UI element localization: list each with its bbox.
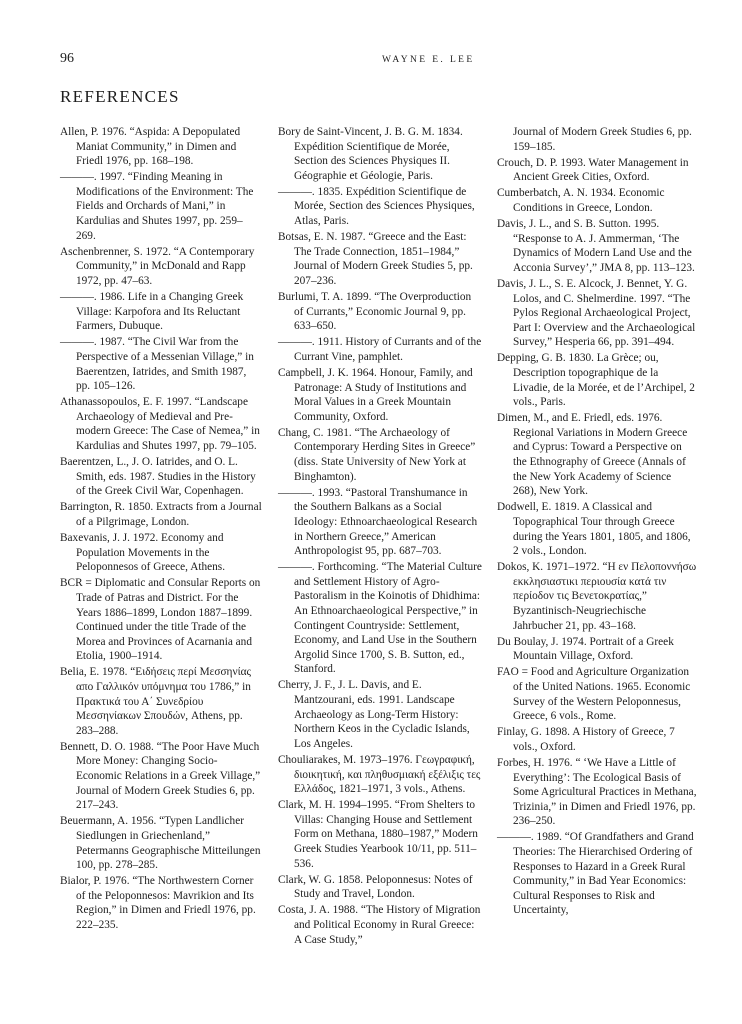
reference-entry: Allen, P. 1976. “Aspida: A Depopulated Maniat Community,” in Dimen and Friedl 1976, pp. 168–198.: [60, 126, 241, 168]
references-column-3: [497, 125, 697, 919]
reference-entry: Du Boulay, J. 1974. Portrait of a Greek Mountain Village, Oxford.: [497, 635, 674, 663]
reference-entry: Davis, J. L., and S. B. Sutton. 1995. “Response to A. J. Ammerman, ‘The Dynamics of Modern Land Use and the Acconia Survey’,” JMA 8, pp. 113–123.: [497, 218, 695, 274]
running-head: WAYNE E. LEE: [382, 55, 475, 65]
reference-entry: ———. 1911. History of Currants and of the Currant Vine, pamphlet.: [278, 336, 482, 363]
references-column-1: [60, 125, 262, 934]
reference-entry-continued: Journal of Modern Greek Studies 6, pp. 159–185.: [513, 126, 692, 153]
reference-entry: ———. 1993. “Pastoral Transhumance in the Southern Balkans as a Social Ideology: Ethnoarchaeological Research in Northern Greece,” American Anthropologist 95, pp. 687–703.: [278, 486, 478, 558]
section-title: REFERENCES: [60, 87, 180, 106]
page-number: 96: [60, 51, 74, 66]
reference-entry: BCR = Diplomatic and Consular Reports on Trade of Patras and District. For the Years 1886–1899, London 1887–1899. Continued under the title Trade of the Morea and Provinces of Acarnania and Etolia, 1900–1914.: [60, 577, 261, 663]
reference-entry: Dimen, M., and E. Friedl, eds. 1976. Regional Variations in Modern Greece and Cyprus: Toward a Perspective on the Ethnography of Greece (Annals of the New York Academy of Science 268), New York.: [497, 412, 688, 498]
reference-entry: Baerentzen, L., J. O. Iatrides, and O. L. Smith, eds. 1987. Studies in the History of the Greek Civil War, Copenhagen.: [60, 456, 256, 498]
reference-entry: Athanassopoulos, E. F. 1997. “Landscape Archaeology of Medieval and Pre-modern Greece: The Case of Nemea,” in Kardulias and Shutes 1997, pp. 79–105.: [60, 396, 260, 452]
reference-entry: Crouch, D. P. 1993. Water Management in Ancient Greek Cities, Oxford.: [497, 156, 689, 184]
reference-entry: Costa, J. A. 1988. “The History of Migration and Political Economy in Rural Greece: A Case Study,”: [278, 904, 481, 946]
reference-entry: Bennett, D. O. 1988. “The Poor Have Much More Money: Changing Socio-Economic Relations in a Greek Village,” Journal of Modern Greek Studies 6, pp. 217–243.: [60, 740, 261, 812]
reference-entry: Baxevanis, J. J. 1972. Economy and Population Movements in the Peloponnesos of Greece, Athens.: [60, 532, 226, 574]
reference-entry: Dodwell, E. 1819. A Classical and Topographical Tour through Greece during the Years 1801, 1805, and 1806, 2 vols., London.: [497, 501, 691, 558]
reference-entry: Campbell, J. K. 1964. Honour, Family, and Patronage: A Study of Institutions and Moral Values in a Greek Mountain Community, Oxford.: [278, 367, 473, 423]
reference-entry: FAO = Food and Agriculture Organization of the United Nations. 1965. Economic Survey of the Western Peloponnesus, Greece, 6 vols., Rome.: [497, 666, 691, 723]
reference-entry: Barrington, R. 1850. Extracts from a Journal of a Pilgrimage, London.: [60, 501, 262, 528]
reference-entry: Burlumi, T. A. 1899. “The Overproduction of Currants,” Economic Journal 9, pp. 633–650.: [278, 291, 472, 333]
reference-entry: Clark, M. H. 1994–1995. “From Shelters to Villas: Changing House and Settlement Form on Methana, 1880–1987,” Modern Greek Studies Yearbook 10/11, pp. 511–536.: [278, 799, 478, 870]
reference-entry: ———. 1987. “The Civil War from the Perspective of a Messenian Village,” in Baerentzen, Iatrides, and Smith 1987, pp. 105–126.: [60, 336, 254, 393]
reference-entry: Depping, G. B. 1830. La Grèce; ou, Description topographique de la Livadie, de la Morée, et de l’Archipel, 2 vols., Paris.: [497, 352, 695, 409]
reference-entry: Dokos, K. 1971–1972. “Η εν Πελοποννήσω εκκλησιαστικι περιουσία κατά τιν περίοδον τις Βενετοκρατίας,” Byzantinisch-Neugriechische Jahrbucher 21, pp. 43–168.: [497, 561, 697, 632]
reference-entry: Botsas, E. N. 1987. “Greece and the East: The Trade Connection, 1851–1984,” Journal of Modern Greek Studies 5, pp. 207–236.: [278, 231, 473, 287]
reference-entry: ———. 1986. Life in a Changing Greek Village: Karpofora and Its Reluctant Farmers, Dubuque.: [60, 291, 244, 333]
reference-entry: Cumberbatch, A. N. 1934. Economic Conditions in Greece, London.: [497, 187, 665, 214]
reference-entry: Beuermann, A. 1956. “Typen Landlicher Siedlungen in Griechenland,” Petermanns Geographische Mitteilungen 100, pp. 278–285.: [60, 815, 261, 872]
reference-entry: Chouliarakes, M. 1973–1976. Γεωγραφική, διοικητική, και πληθυσμιακή εξέλιξις τες Ελλάδος, 1821–1971, 3 vols., Athens.: [278, 753, 481, 796]
reference-entry: Finlay, G. 1898. A History of Greece, 7 vols., Oxford.: [497, 726, 675, 753]
references-column-2: [278, 125, 482, 949]
reference-entry: Bory de Saint-Vincent, J. B. G. M. 1834. Expédition Scientifique de Morée, Section des Sciences Physiques II. Géographie et Géologie, Paris.: [278, 126, 463, 182]
reference-entry: Chang, C. 1981. “The Archaeology of Contemporary Herding Sites in Greece” (diss. State University of New York at Binghamton).: [278, 426, 476, 483]
reference-entry: Cherry, J. F., J. L. Davis, and E. Mantzourani, eds. 1991. Landscape Archaeology as Long-Term History: Northern Keos in the Cycladic Islands, Los Angeles.: [278, 679, 470, 750]
reference-entry: Clark, W. G. 1858. Peloponnesus: Notes of Study and Travel, London.: [278, 873, 473, 901]
reference-entry: Belia, E. 1978. “Ειδήσεις περί Μεσσηνίας απο Γαλλικόν υπόμνημα του 1786,” in Πρακτικά του Α΄ Συνεδρίου Μεσσηνίακων Σπουδών, Athens, pp. 283–288.: [60, 666, 251, 737]
reference-entry: Davis, J. L., S. E. Alcock, J. Bennet, Y. G. Lolos, and C. Shelmerdine. 1997. “The Pylos Regional Archaeological Project, Part I: Overview and the Archaeological Survey,” Hesperia 66, pp. 391–494.: [497, 277, 696, 349]
reference-entry: Aschenbrenner, S. 1972. “A Contemporary Community,” in McDonald and Rapp 1972, pp. 47–63.: [60, 245, 255, 287]
reference-entry: Forbes, H. 1976. “ ‘We Have a Little of Everything’: The Ecological Basis of Some Agricultural Practices in Methana, Trizinia,” in Dimen and Friedl 1976, pp. 236–250.: [497, 756, 697, 828]
reference-entry: ———. 1997. “Finding Meaning in Modifications of the Environment: The Fields and Orchards of Mani,” in Kardulias and Shutes 1997, pp. 259–269.: [60, 171, 254, 242]
reference-entry: Bialor, P. 1976. “The Northwestern Corner of the Peloponnesos: Mavrikion and Its Region,” in Dimen and Friedl 1976, pp. 222–235.: [60, 875, 256, 931]
reference-entry: ———. 1835. Expédition Scientifique de Morée, Section des Sciences Physiques, Atlas, Paris.: [278, 185, 475, 228]
reference-entry: ———. Forthcoming. “The Material Culture and Settlement History of Agro-Pastoralism in the Koinotis of Dhidhima: An Ethnoarchaeological Perspective,” in Contingent Countryside: Settlement, Economy, and Land Use in the Southern Argolid Since 1700, S. B. Sutton, ed., Stanford.: [278, 561, 482, 676]
reference-entry: ———. 1989. “Of Grandfathers and Grand Theories: The Hierarchised Ordering of Responses to Hazard in a Greek Rural Community,” in Bad Year Economics: Cultural Responses to Risk and Uncertainty,: [497, 831, 694, 917]
